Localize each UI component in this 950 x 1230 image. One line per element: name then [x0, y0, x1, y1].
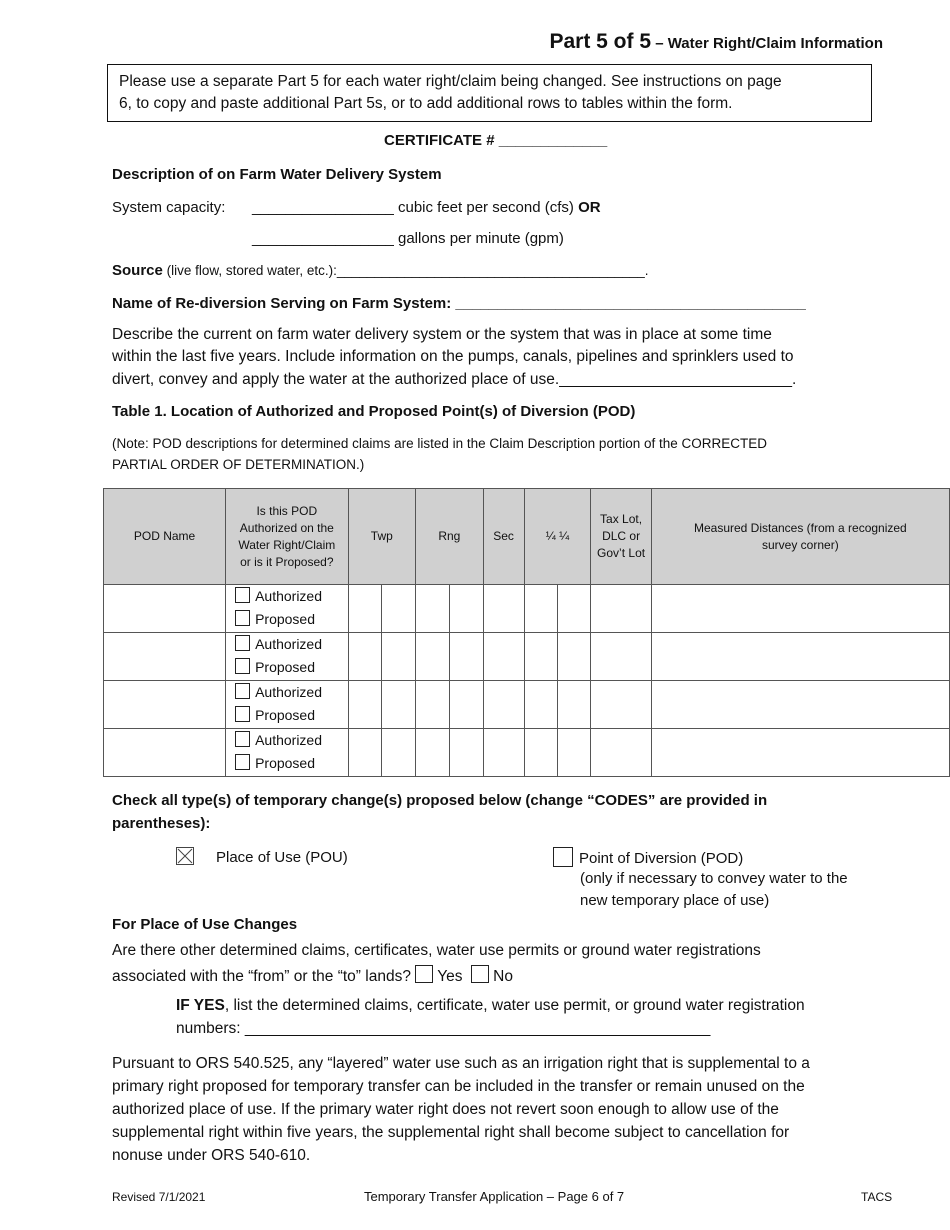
twp-dir-cell[interactable]	[382, 633, 416, 681]
yes-checkbox[interactable]	[415, 965, 433, 983]
part-subtitle: – Water Right/Claim Information	[651, 35, 883, 52]
authorized-label: Authorized	[255, 636, 323, 652]
sec-cell[interactable]	[483, 729, 524, 777]
twp-dir-cell[interactable]	[382, 729, 416, 777]
authorized-checkbox[interactable]	[235, 587, 250, 603]
pod-note: new temporary place of use)	[580, 892, 770, 909]
source-text: (live flow, stored water, etc.):_________________________________________.	[162, 263, 649, 278]
header-pod-name: POD Name	[104, 489, 226, 585]
pou-changes-heading: For Place of Use Changes	[112, 916, 298, 933]
proposed-option[interactable]	[235, 656, 347, 679]
header-rng: Rng	[416, 489, 484, 585]
rng-dir-cell[interactable]	[449, 585, 483, 633]
or-label: OR	[578, 199, 601, 216]
header-distances: Measured Distances (from a recognized survey corner)	[651, 489, 949, 585]
tax-lot-cell[interactable]	[591, 585, 651, 633]
distances-cell[interactable]	[651, 585, 949, 633]
header-tax-lot: Tax Lot, DLC or Gov’t Lot	[591, 489, 651, 585]
qq-cell[interactable]	[557, 681, 590, 729]
footer-code: TACS	[861, 1190, 893, 1204]
gpm-field[interactable]: _________________ gallons per minute (gpm)	[252, 230, 564, 247]
ifyes-label: IF YES	[176, 997, 225, 1014]
pod-name-cell[interactable]	[104, 729, 226, 777]
rng-dir-cell[interactable]	[449, 633, 483, 681]
pod-note: (only if necessary to convey water to the	[580, 870, 848, 887]
proposed-checkbox[interactable]	[235, 706, 250, 722]
sec-cell[interactable]	[483, 633, 524, 681]
qq-cell[interactable]	[524, 585, 557, 633]
twp-cell[interactable]	[348, 729, 382, 777]
source-label: Source	[112, 262, 163, 279]
qq-cell[interactable]	[524, 681, 557, 729]
proposed-option[interactable]	[235, 752, 347, 775]
header-sec: Sec	[483, 489, 524, 585]
pod-name-cell[interactable]	[104, 585, 226, 633]
table-header-row	[104, 489, 950, 585]
rng-cell[interactable]	[416, 729, 450, 777]
rng-cell[interactable]	[416, 681, 450, 729]
pod-name-cell[interactable]	[104, 633, 226, 681]
tax-lot-cell[interactable]	[591, 633, 651, 681]
cfs-text: _________________ cubic feet per second (cfs)	[252, 199, 579, 216]
authorized-label: Authorized	[255, 732, 323, 748]
authorized-option[interactable]	[235, 681, 347, 704]
proposed-label: Proposed	[255, 659, 316, 675]
authorized-option[interactable]	[235, 633, 347, 656]
twp-cell[interactable]	[348, 633, 382, 681]
authorized-cell	[226, 585, 348, 633]
table-row	[104, 633, 950, 681]
table-row	[104, 681, 950, 729]
pod-option[interactable]	[553, 847, 743, 867]
proposed-option[interactable]	[235, 608, 347, 631]
twp-dir-cell[interactable]	[382, 681, 416, 729]
footer-page: Temporary Transfer Application – Page 6 of 7	[364, 1189, 625, 1204]
rng-dir-cell[interactable]	[449, 729, 483, 777]
describe-text: Describe the current on farm water delivery system or the system that was in place at some time	[112, 326, 772, 343]
authorized-checkbox[interactable]	[235, 731, 250, 747]
pod-table	[103, 488, 950, 777]
notice-line: 6, to copy and paste additional Part 5s, or to add additional rows to tables within the form.	[119, 95, 733, 112]
proposed-label: Proposed	[255, 611, 316, 627]
source-field[interactable]	[112, 262, 649, 279]
pod-label: Point of Diversion (POD)	[579, 850, 744, 867]
no-label: No	[493, 968, 513, 985]
ifyes-text	[176, 997, 805, 1015]
layered-paragraph	[112, 1052, 810, 1167]
authorized-checkbox[interactable]	[235, 683, 250, 699]
layered-line: primary right proposed for temporary transfer can be included in the transfer or remain unused on the	[112, 1078, 805, 1095]
qq-cell[interactable]	[524, 633, 557, 681]
tax-lot-cell[interactable]	[591, 729, 651, 777]
layered-line: Pursuant to ORS 540.525, any “layered” water use such as an irrigation right that is supplemental to a	[112, 1055, 810, 1072]
pou-label: Place of Use (POU)	[216, 849, 348, 866]
pod-checkbox[interactable]	[553, 847, 573, 867]
proposed-checkbox[interactable]	[235, 754, 250, 770]
question-text: associated with the “from” or the “to” lands?	[112, 968, 411, 985]
pou-option[interactable]	[176, 847, 348, 866]
yes-label: Yes	[437, 968, 463, 985]
page-header	[549, 30, 883, 54]
layered-line: nonuse under ORS 540-610.	[112, 1147, 311, 1164]
no-checkbox[interactable]	[471, 965, 489, 983]
pou-checkbox-checked[interactable]	[176, 847, 194, 865]
twp-dir-cell[interactable]	[382, 585, 416, 633]
rng-cell[interactable]	[416, 585, 450, 633]
rediversion-field[interactable]: Name of Re-diversion Serving on Farm System: __________________________________________	[112, 295, 806, 312]
header-qq: ¼ ¼	[524, 489, 591, 585]
numbers-field[interactable]: numbers: ______________________________________________________	[176, 1020, 711, 1037]
authorized-cell	[226, 729, 348, 777]
header-authorized: Is this POD Authorized on the Water Right/Claim or is it Proposed?	[226, 489, 348, 585]
authorized-option[interactable]	[235, 585, 347, 608]
authorized-cell	[226, 681, 348, 729]
proposed-checkbox[interactable]	[235, 658, 250, 674]
authorized-checkbox[interactable]	[235, 635, 250, 651]
table-note: PARTIAL ORDER OF DETERMINATION.)	[112, 457, 365, 472]
rng-cell[interactable]	[416, 633, 450, 681]
distances-cell[interactable]	[651, 681, 949, 729]
tax-lot-cell[interactable]	[591, 681, 651, 729]
part-number: Part 5 of 5	[549, 30, 652, 53]
describe-text: within the last five years. Include information on the pumps, canals, pipelines and sprinklers used to	[112, 348, 794, 365]
qq-cell[interactable]	[557, 729, 590, 777]
table-row	[104, 729, 950, 777]
changes-heading: Check all type(s) of temporary change(s) proposed below (change “CODES” are provided in	[112, 792, 768, 809]
authorized-label: Authorized	[255, 684, 323, 700]
delivery-heading: Description of on Farm Water Delivery System	[112, 166, 442, 183]
qq-cell[interactable]	[524, 729, 557, 777]
header-twp: Twp	[348, 489, 416, 585]
layered-line: authorized place of use. If the primary water right does not revert soon enough to allow use of the	[112, 1101, 779, 1118]
authorized-label: Authorized	[255, 588, 323, 604]
certificate-number: CERTIFICATE # _____________	[384, 132, 608, 149]
capacity-label: System capacity:	[112, 199, 226, 216]
authorized-option[interactable]	[235, 729, 347, 752]
table-title: Table 1. Location of Authorized and Proposed Point(s) of Diversion (POD)	[112, 403, 636, 420]
table-note: (Note: POD descriptions for determined claims are listed in the Claim Description portion of the CORRECTED	[112, 436, 767, 451]
footer-revised: Revised 7/1/2021	[112, 1190, 206, 1204]
describe-field[interactable]: divert, convey and apply the water at the authorized place of use.___________________________.	[112, 371, 797, 388]
ifyes-text: , list the determined claims, certificate, water use permit, or ground water registration	[224, 997, 805, 1014]
qq-cell[interactable]	[557, 633, 590, 681]
twp-cell[interactable]	[348, 585, 382, 633]
notice-line: Please use a separate Part 5 for each water right/claim being changed. See instructions on page	[119, 73, 782, 90]
proposed-label: Proposed	[255, 755, 316, 771]
table-row	[104, 585, 950, 633]
question-line	[112, 965, 513, 986]
proposed-label: Proposed	[255, 707, 316, 723]
changes-heading: parentheses):	[112, 815, 211, 832]
layered-line: supplemental right within five years, the supplemental right shall become subject to cancellation for	[112, 1124, 790, 1141]
distances-cell[interactable]	[651, 633, 949, 681]
cfs-field[interactable]	[252, 199, 601, 216]
qq-cell[interactable]	[557, 585, 590, 633]
proposed-checkbox[interactable]	[235, 610, 250, 626]
distances-cell[interactable]	[651, 729, 949, 777]
sec-cell[interactable]	[483, 585, 524, 633]
twp-cell[interactable]	[348, 681, 382, 729]
authorized-cell	[226, 633, 348, 681]
rng-dir-cell[interactable]	[449, 681, 483, 729]
pod-name-cell[interactable]	[104, 681, 226, 729]
sec-cell[interactable]	[483, 681, 524, 729]
proposed-option[interactable]	[235, 704, 347, 727]
question-text: Are there other determined claims, certificates, water use permits or ground water registrations	[112, 942, 761, 959]
